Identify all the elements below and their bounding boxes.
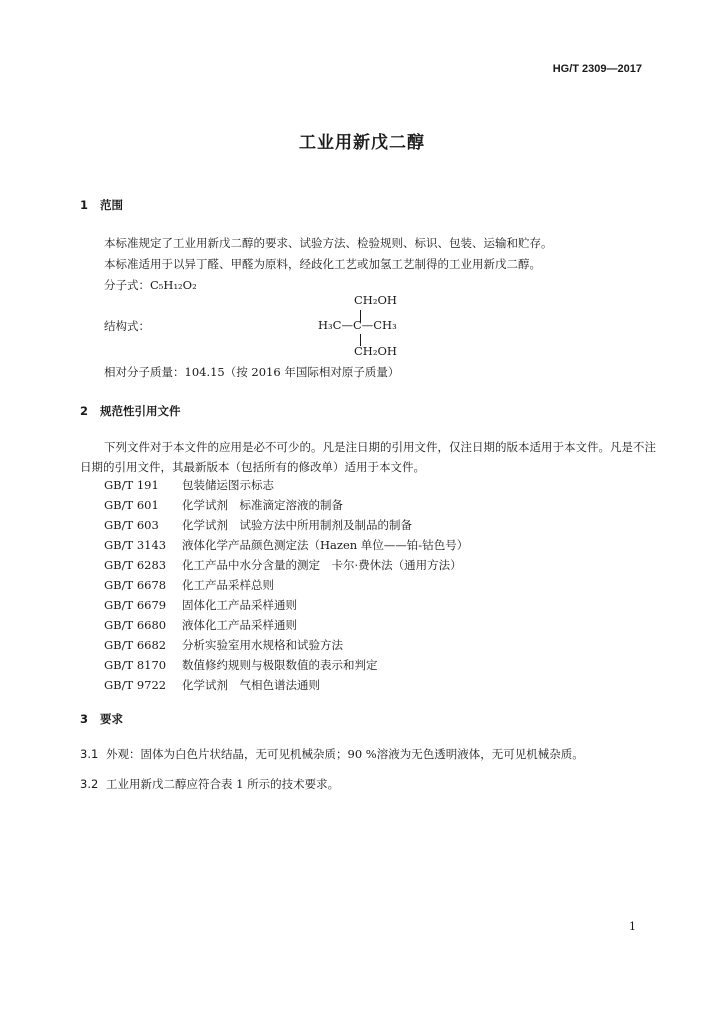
structure-middle-chain: H₃C—C—CH₃ <box>318 318 397 332</box>
reference-title: 化学试剂 试验方法中所用制剂及制品的制备 <box>182 518 412 532</box>
reference-code: GB/T 6682 <box>104 638 167 652</box>
reference-title: 包装储运图示标志 <box>182 478 274 492</box>
references-intro: 下列文件对于本文件的应用是必不可少的。凡是注日期的引用文件，仅注日期的版本适用于本文件。凡是不注日期的引用文件，其最新版本（包括所有的修改单）适用于本文件。 <box>80 440 656 474</box>
section-title: 范围 <box>100 198 123 212</box>
reference-item <box>104 517 412 533</box>
reference-code: GB/T 6679 <box>104 598 167 612</box>
reference-title: 化学试剂 气相色谱法通则 <box>182 678 320 692</box>
reference-item <box>104 577 274 593</box>
reference-code: GB/T 8170 <box>104 658 167 672</box>
reference-title: 数值修约规则与极限数值的表示和判定 <box>182 658 378 672</box>
document-title: 工业用新戊二醇 <box>299 133 425 153</box>
structure-bottom-group: CH₂OH <box>354 344 397 358</box>
reference-item <box>104 537 468 553</box>
reference-item <box>104 477 274 493</box>
reference-code: GB/T 6283 <box>104 558 167 572</box>
section-number: 3 <box>80 712 89 726</box>
requirement-number: 3.1 <box>80 747 99 761</box>
reference-item <box>104 497 343 513</box>
reference-code: GB/T 601 <box>104 498 159 512</box>
molar-mass: 相对分子质量：104.15（按 2016 年国际相对原子质量） <box>104 365 400 379</box>
reference-item <box>104 657 378 673</box>
reference-code: GB/T 3143 <box>104 538 167 552</box>
requirement-item <box>80 776 339 792</box>
reference-item <box>104 617 297 633</box>
standard-code: HG/T 2309—2017 <box>552 63 642 75</box>
reference-title: 固体化工产品采样通则 <box>182 598 297 612</box>
requirement-number: 3.2 <box>80 777 99 791</box>
section-title: 要求 <box>100 712 123 726</box>
section-number: 1 <box>80 198 89 212</box>
reference-title: 液体化工产品采样通则 <box>182 618 297 632</box>
requirement-item <box>80 746 584 762</box>
reference-item <box>104 597 297 613</box>
requirement-text: 工业用新戊二醇应符合表 1 所示的技术要求。 <box>106 777 340 791</box>
reference-title: 液体化学产品颜色测定法（Hazen 单位——铂-钴色号） <box>182 538 469 552</box>
reference-title: 分析实验室用水规格和试验方法 <box>182 638 343 652</box>
reference-title: 化学试剂 标准滴定溶液的制备 <box>182 498 343 512</box>
reference-code: GB/T 603 <box>104 518 159 532</box>
molecular-formula: 分子式：C₅H₁₂O₂ <box>104 278 197 292</box>
section-2-heading <box>80 403 181 419</box>
scope-paragraph-1: 本标准规定了工业用新戊二醇的要求、试验方法、检验规则、标识、包装、运输和贮存。 <box>104 236 553 250</box>
section-number: 2 <box>80 404 89 418</box>
section-3-heading <box>80 711 123 727</box>
reference-item <box>104 637 343 653</box>
structure-label: 结构式： <box>104 319 150 333</box>
reference-title: 化工产品中水分含量的测定 卡尔·费休法（通用方法） <box>182 558 462 572</box>
reference-code: GB/T 6678 <box>104 578 167 592</box>
structure-top-group: CH₂OH <box>354 293 397 307</box>
page-number: 1 <box>629 920 636 933</box>
scope-paragraph-2: 本标准适用于以异丁醛、甲醛为原料，经歧化工艺或加氢工艺制得的工业用新戊二醇。 <box>104 257 541 271</box>
section-title: 规范性引用文件 <box>100 404 181 418</box>
section-1-heading <box>80 197 123 213</box>
reference-code: GB/T 6680 <box>104 618 167 632</box>
reference-title: 化工产品采样总则 <box>182 578 274 592</box>
reference-item <box>104 677 320 693</box>
reference-item <box>104 557 462 573</box>
reference-code: GB/T 191 <box>104 478 159 492</box>
requirement-text: 外观：固体为白色片状结晶，无可见机械杂质；90 %溶液为无色透明液体，无可见机械杂质。 <box>106 747 584 761</box>
reference-code: GB/T 9722 <box>104 678 167 692</box>
